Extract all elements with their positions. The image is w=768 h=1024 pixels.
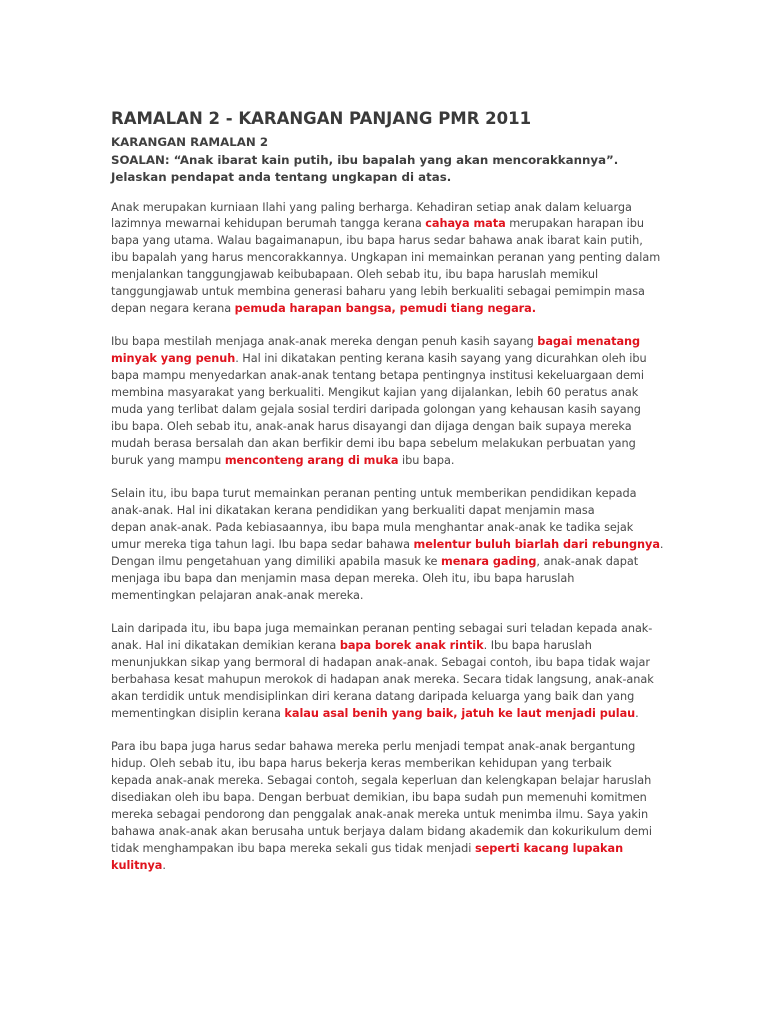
text-segment: buruk yang mampu — [111, 453, 225, 467]
text-line — [111, 250, 661, 267]
text-segment: mereka sebagai pendorong dan penggalak anak-anak mereka untuk menimba ilmu. Saya yakin — [111, 807, 649, 821]
document-subtitle: KARANGAN RAMALAN 2 — [111, 135, 269, 149]
text-line — [111, 672, 658, 689]
text-line — [111, 334, 658, 351]
text-segment: ibu bapa. Oleh sebab itu, anak-anak harus disayangi dan dijaga dengan baik supaya mereka — [111, 419, 632, 433]
text-segment: muda yang terlibat dalam gejala sosial terdiri daripada golongan yang kehausan kasih sayang — [111, 403, 641, 417]
text-line — [111, 453, 658, 470]
text-segment: hidup. Oleh sebab itu, ibu bapa harus bekerja keras memberikan kehidupan yang terbaik — [111, 757, 612, 771]
text-segment: Ibu bapa mestilah menjaga anak-anak mereka dengan penuh kasih sayang — [111, 335, 538, 349]
text-segment: . Hal ini dikatakan penting kerana kasih sayang yang dicurahkan oleh ibu — [235, 352, 647, 366]
text-line — [111, 267, 658, 284]
text-line — [111, 520, 658, 537]
text-line — [111, 621, 658, 638]
text-line — [111, 284, 658, 301]
text-segment: bapa mampu menyedarkan anak-anak tentang betapa pentingnya institusi kekeluargaan demi — [111, 369, 644, 383]
text-line — [111, 689, 658, 706]
text-segment: Selain itu, ibu bapa turut memainkan peranan penting untuk memberikan pendidikan kepada — [111, 487, 637, 501]
text-segment: kepada anak-anak mereka. Sebagai contoh, segala keperluan dan kelengkapan belajar haruslah — [111, 774, 652, 788]
highlighted-proverb: bapa borek anak rintik — [339, 639, 484, 653]
text-segment: lazimnya mewarnai kehidupan berumah tangga kerana — [111, 217, 426, 231]
paragraph — [111, 486, 664, 604]
text-line — [111, 216, 658, 233]
text-line — [111, 807, 658, 824]
text-segment: . — [635, 706, 639, 720]
text-segment: . Ibu bapa haruslah — [483, 639, 592, 653]
text-segment: disediakan oleh ibu bapa. Dengan berbuat demikian, ibu bapa sudah pun memenuhi komitmen — [111, 790, 647, 804]
text-segment: . — [162, 858, 166, 872]
text-line — [111, 756, 658, 773]
text-segment: anak-anak. Hal ini dikatakan kerana pendidikan yang berkualiti dapat menjamin masa — [111, 504, 595, 518]
text-line — [111, 200, 658, 217]
text-segment: . — [659, 538, 664, 551]
text-segment: Para ibu bapa juga harus sedar bahawa mereka perlu menjadi tempat anak-anak bergantung — [111, 740, 636, 754]
highlighted-proverb: kalau asal benih yang baik, jatuh ke laut menjadi pulau — [284, 706, 636, 720]
text-segment: anak. Hal ini dikatakan demikian kerana — [111, 639, 340, 653]
essay-question: SOALAN: “Anak ibarat kain putih, ibu bapalah yang akan mencorakkannya”. — [111, 152, 619, 167]
text-segment: berbahasa kesat mahupun merokok di hadapan anak mereka. Secara tidak langsung, anak-anak — [111, 672, 654, 686]
text-line — [111, 739, 658, 756]
document-title: RAMALAN 2 - KARANGAN PANJANG PMR 2011 — [111, 109, 532, 128]
text-line — [111, 385, 658, 402]
text-line — [111, 655, 658, 672]
paragraph — [111, 739, 658, 874]
text-line — [111, 773, 658, 790]
text-segment: membina masyarakat yang berkualiti. Mengikut kajian yang dijalankan, lebih 60 peratus anak — [111, 386, 639, 400]
highlighted-proverb: menconteng arang di muka — [224, 453, 399, 467]
text-line — [111, 351, 658, 368]
text-segment: bapa yang utama. Walau bagaimanapun, ibu bapa harus sedar bahawa anak ibarat kain putih, — [111, 234, 643, 248]
text-line — [111, 824, 658, 841]
paragraph — [111, 334, 658, 469]
text-line — [111, 503, 658, 520]
text-segment: , anak-anak dapat — [536, 554, 639, 568]
highlighted-proverb: pemuda harapan bangsa, pemudi tiang negara. — [234, 301, 536, 315]
text-line — [111, 858, 658, 875]
text-line — [111, 841, 658, 858]
text-segment: Lain daripada itu, ibu bapa juga memainkan peranan penting sebagai suri teladan kepada anak- — [111, 622, 653, 636]
highlighted-proverb: minyak yang penuh — [111, 352, 236, 366]
text-segment: mudah berasa bersalah dan akan berfikir demi ibu bapa sebelum melakukan perbuatan yang — [111, 436, 636, 450]
text-segment: mementingkan pelajaran anak-anak mereka. — [111, 588, 364, 602]
text-segment: menjalankan tanggungjawab keibubapaan. Oleh sebab itu, ibu bapa haruslah memikul — [111, 268, 599, 282]
text-line — [111, 368, 658, 385]
paragraph — [111, 621, 658, 722]
text-line — [111, 233, 658, 250]
paragraph — [111, 200, 661, 318]
text-line — [111, 638, 658, 655]
text-segment: tanggungjawab untuk membina generasi baharu yang lebih berkualiti sebagai pemimpin masa — [111, 285, 645, 299]
text-segment: bahawa anak-anak akan berusaha untuk berjaya dalam bidang akademik dan kokurikulum demi — [111, 824, 652, 838]
text-segment: depan anak-anak. Pada kebiasaannya, ibu bapa mula menghantar anak-anak ke tadika sejak — [111, 521, 634, 535]
highlighted-proverb: cahaya mata — [425, 217, 506, 231]
text-line — [111, 436, 658, 453]
text-segment: akan terdidik untuk mendisiplinkan diri kerana datang daripada keluarga yang baik dan yang — [111, 689, 635, 703]
text-segment: ibu bapalah yang harus mencorakkannya. Ungkapan ini memainkan peranan yang penting dalam — [111, 251, 661, 265]
text-line — [111, 571, 658, 588]
essay-instruction: Jelaskan pendapat anda tentang ungkapan di atas. — [111, 170, 452, 184]
text-segment: depan negara kerana — [111, 301, 235, 315]
highlighted-proverb: bagai menatang — [537, 335, 641, 349]
text-segment: Anak merupakan kurniaan Ilahi yang paling berharga. Kehadiran setiap anak dalam keluarga — [111, 200, 632, 214]
highlighted-proverb: kulitnya — [111, 858, 163, 872]
essay-body — [111, 200, 664, 875]
text-line — [111, 419, 658, 436]
highlighted-proverb: melentur buluh biarlah dari rebungnya — [413, 538, 660, 551]
text-segment: mementingkan disiplin kerana — [111, 706, 285, 720]
text-segment: merupakan harapan ibu — [505, 217, 644, 231]
text-segment: ibu bapa. — [398, 453, 455, 467]
text-line — [111, 706, 658, 723]
text-segment: tidak menghampakan ibu bapa mereka sekali gus tidak menjadi — [111, 841, 475, 855]
highlighted-proverb: menara gading — [440, 554, 537, 568]
text-line — [111, 486, 658, 503]
text-line — [111, 588, 658, 605]
text-line — [111, 537, 664, 554]
text-line — [111, 554, 658, 571]
text-line — [111, 402, 658, 419]
spacer — [111, 187, 658, 200]
text-segment: menjaga ibu bapa dan menjamin masa depan mereka. Oleh itu, ibu bapa haruslah — [111, 571, 575, 585]
text-segment: umur mereka tiga tahun lagi. Ibu bapa sedar bahawa — [111, 538, 414, 551]
highlighted-proverb: seperti kacang lupakan — [474, 841, 624, 855]
text-segment: menunjukkan sikap yang bermoral di hadapan anak-anak. Sebagai contoh, ibu bapa tidak wajar — [111, 656, 650, 670]
text-segment: Dengan ilmu pengetahuan yang dimiliki apabila masuk ke — [111, 554, 441, 568]
text-line — [111, 301, 658, 318]
text-line — [111, 790, 658, 807]
